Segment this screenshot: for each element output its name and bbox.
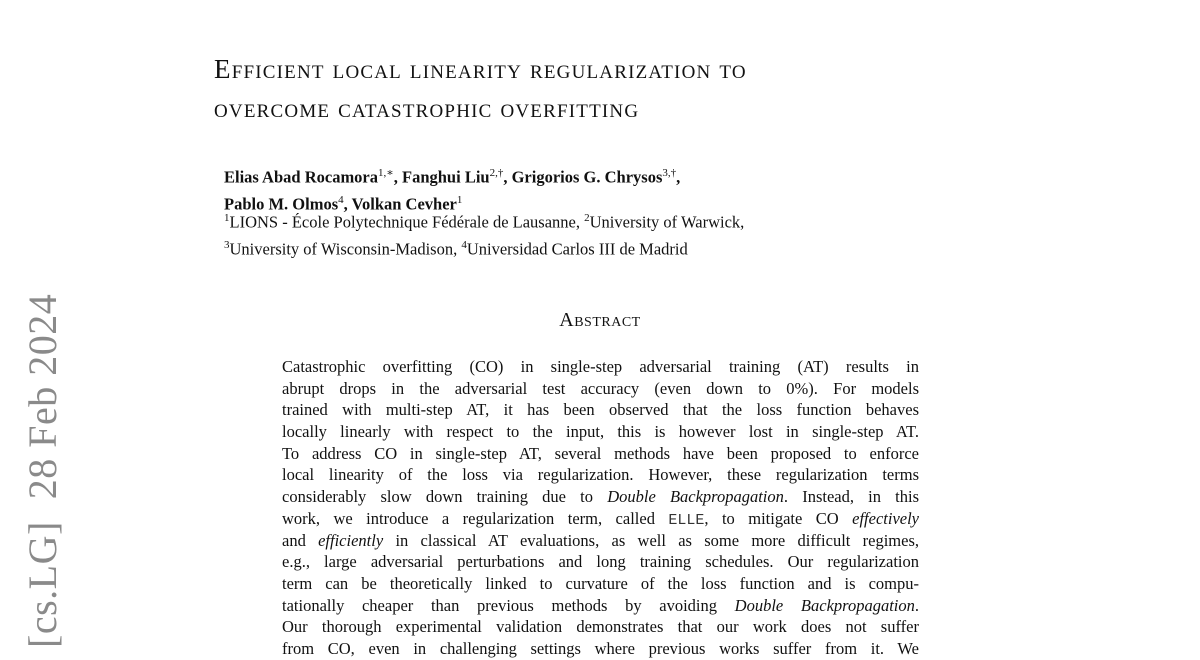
abstract-line <box>282 443 919 465</box>
emphasis-text: Double Backpropagation <box>734 595 915 615</box>
abstract-text: . Instead, in this <box>783 487 919 507</box>
abstract-body <box>282 356 919 660</box>
affiliation-text: Universidad Carlos III de Madrid <box>466 239 688 258</box>
abstract-line <box>282 486 919 508</box>
abstract-text: Catastrophic overfitting (CO) in single-step adversarial training (AT) results in <box>282 357 919 376</box>
abstract-line <box>282 508 919 530</box>
affiliation-line <box>224 234 944 261</box>
author-name: Elias Abad Rocamora <box>224 167 379 187</box>
abstract-line <box>282 530 919 552</box>
arxiv-category: [cs.LG] <box>20 521 65 648</box>
affiliation-mark: 1 <box>224 212 230 224</box>
abstract-text: in classical AT evaluations, as well as some more difficult regimes, <box>383 530 919 550</box>
affiliation-mark: 4 <box>461 238 467 251</box>
abstract-text: trained with multi-step AT, it has been observed that the loss function behaves <box>282 400 919 420</box>
affiliation-text: University of Warwick, <box>589 212 745 232</box>
abstract-line <box>282 595 919 617</box>
author-name: Fanghui Liu <box>402 167 490 187</box>
abstract-text: , to mitigate CO <box>704 508 853 528</box>
affiliation-mark: 3 <box>224 238 230 251</box>
abstract-text: locally linearly with respect to the input, this is however lost in single-step AT. <box>282 422 919 442</box>
abstract-heading: Abstract <box>559 309 641 331</box>
author-marks: 1 <box>456 193 463 206</box>
arxiv-side-stamp <box>18 294 68 648</box>
author-separator: , <box>393 167 402 187</box>
abstract-line <box>282 421 919 443</box>
author-name: Grigorios G. Chrysos <box>511 167 663 187</box>
title-line: overcome catastrophic overfitting <box>214 93 640 123</box>
abstract-line <box>282 573 919 595</box>
abstract-line <box>282 616 919 638</box>
abstract-line <box>282 638 919 660</box>
author-marks: 1,∗ <box>378 167 394 179</box>
affiliation-text: University of Wisconsin-Madison, <box>229 239 462 258</box>
abstract-text: and <box>282 530 319 550</box>
abstract-text: considerably slow down training due to <box>282 487 608 507</box>
title-line: Efficient local linearity regularization to <box>214 54 747 84</box>
emphasis-text: effectively <box>852 508 919 528</box>
author-line <box>224 162 944 189</box>
paper-title <box>214 50 1034 128</box>
abstract-text: tationally cheaper than previous methods by avoiding <box>282 595 735 615</box>
abstract-text: local linearity of the loss via regularization. However, these regularization terms <box>282 465 919 485</box>
abstract-text: Our thorough experimental validation demonstrates that our work does not suffer <box>282 617 919 637</box>
author-separator: , <box>676 167 681 187</box>
abstract-line <box>282 378 919 400</box>
abstract-text: . <box>914 595 919 615</box>
affiliation-list <box>224 207 944 260</box>
emphasis-text: Double Backpropagation <box>607 487 784 507</box>
author-name: Pablo M. Olmos <box>224 194 339 213</box>
author-separator: , <box>503 167 512 187</box>
author-name: Volkan Cevher <box>351 194 457 213</box>
abstract-text: To address CO in single-step AT, several methods have been proposed to enforce <box>282 443 919 463</box>
author-marks: 3,† <box>662 167 677 179</box>
author-separator: , <box>343 194 352 213</box>
affiliation-line <box>224 207 944 234</box>
author-marks: 2,† <box>489 167 504 179</box>
abstract-text: term can be theoretically linked to curvature of the loss function and is compu- <box>282 573 919 593</box>
affiliation-text: LIONS - École Polytechnique Fédérale de Lausanne, <box>229 212 585 232</box>
abstract-text: work, we introduce a regularization term, called <box>282 508 669 528</box>
author-marks: 4 <box>338 193 344 206</box>
abstract-text: abrupt drops in the adversarial test accuracy (even down to 0%). For models <box>282 378 919 398</box>
abstract-text: from CO, even in challenging settings where previous works suffer from it. We <box>282 638 919 658</box>
affiliation-mark: 2 <box>584 212 590 224</box>
abstract-line <box>282 399 919 421</box>
method-name: ELLE <box>668 511 705 529</box>
abstract-line <box>282 356 919 378</box>
abstract-text: e.g., large adversarial perturbations and long training schedules. Our regularization <box>282 552 919 572</box>
arxiv-date: 28 Feb 2024 <box>20 293 65 500</box>
abstract-line <box>282 464 919 486</box>
abstract-line <box>282 551 919 573</box>
emphasis-text: efficiently <box>318 530 384 550</box>
